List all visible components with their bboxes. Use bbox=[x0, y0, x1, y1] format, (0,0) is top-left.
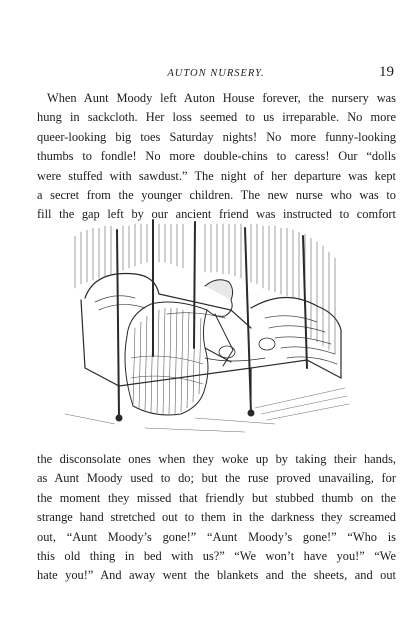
text-line: hate you!” And away went the blankets and the sheets, and out bbox=[37, 568, 396, 583]
children-in-bed bbox=[205, 338, 275, 361]
text-line: the disconsolate ones when they woke up by taking their hands, bbox=[37, 452, 396, 466]
running-title: AUTON NURSERY. bbox=[167, 68, 265, 79]
text-line: out, “Aunt Moody’s gone!” “Aunt Moody’s gone!” “Who is bbox=[37, 529, 396, 544]
text-line: thumbs to fondle! No more double-chins to caress! Our “dolls bbox=[37, 149, 396, 164]
text-line: as Aunt Moody used to do; but the ruse proved unavailing, for bbox=[37, 471, 396, 486]
text-line: a secret from the younger children. The new nurse who was to bbox=[37, 187, 396, 202]
text-line: queer-looking big toes Saturday nights! No more funny-looking bbox=[37, 129, 396, 144]
bed-posts bbox=[117, 220, 308, 421]
text-line: When Aunt Moody left Auton House forever, the nursery was bbox=[47, 91, 396, 105]
paragraph-top bbox=[37, 89, 396, 225]
engraving-illustration bbox=[55, 218, 355, 440]
wall-hatching bbox=[75, 224, 335, 354]
text-line: the moment they missed that friendly but stubbed thumb on the bbox=[37, 490, 396, 505]
floor-shading bbox=[65, 388, 349, 432]
paragraph-bottom bbox=[37, 450, 396, 586]
page-number: 19 bbox=[379, 64, 394, 80]
text-line: this old thing in bed with us?” “We won’t have you!” “We bbox=[37, 548, 396, 563]
text-line: fill the gap left by our ancient friend was instructed to comfort bbox=[37, 207, 396, 222]
text-line: strange hand stretched out to them in the darkness they screamed bbox=[37, 510, 396, 525]
nurse-figure bbox=[125, 280, 233, 415]
bed-frame bbox=[81, 274, 341, 409]
text-line: were stuffed with sawdust.” The night of her departure was kept bbox=[37, 168, 396, 183]
running-head bbox=[38, 64, 394, 84]
dress-shading bbox=[131, 308, 203, 414]
text-line: hung in sackcloth. Her loss seemed to us irreparable. No more bbox=[37, 110, 396, 125]
